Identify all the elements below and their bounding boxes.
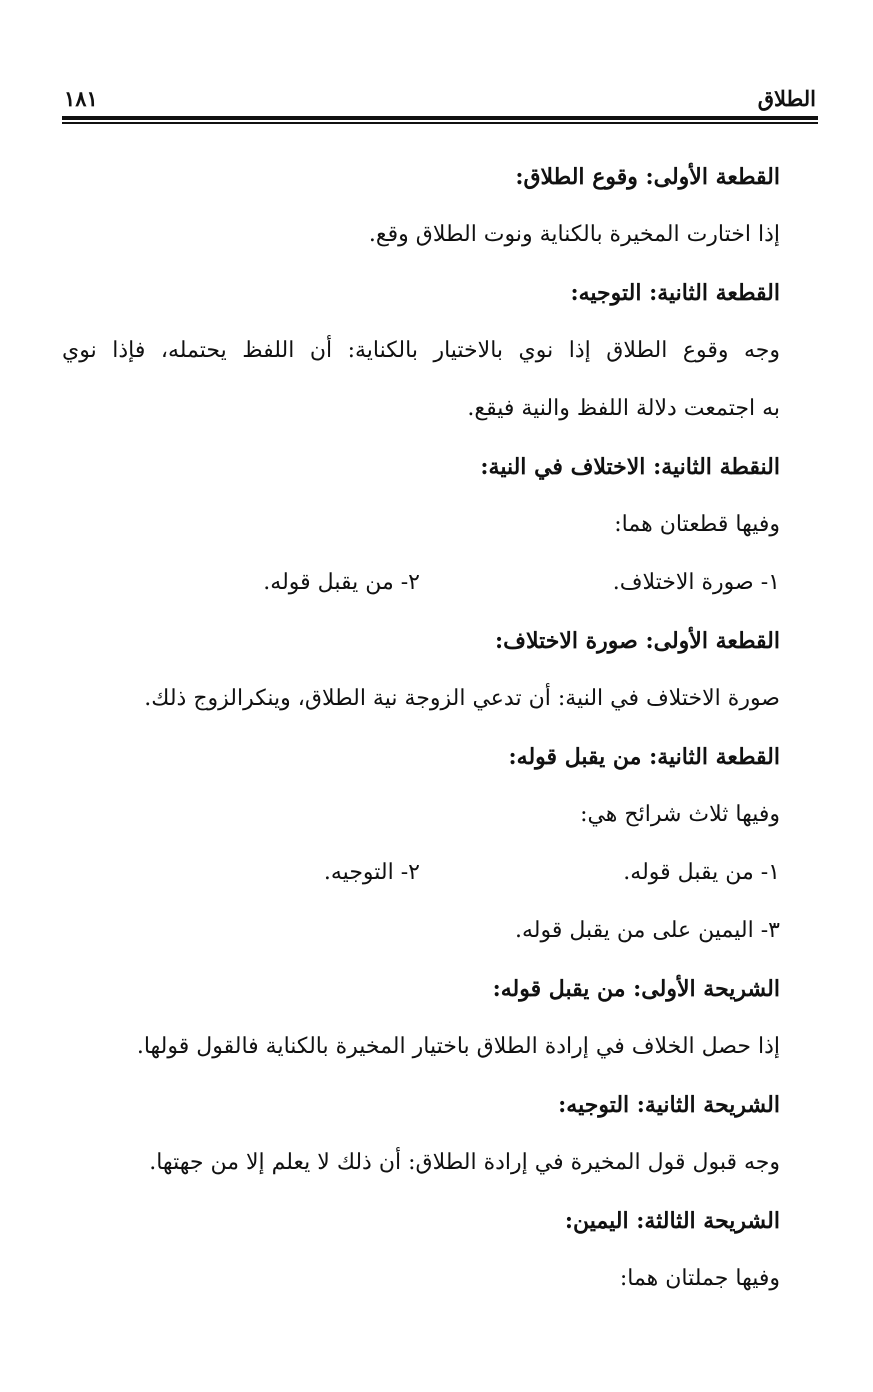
paragraph-line: وفيها قطعتان هما: <box>614 512 780 537</box>
page-header <box>62 80 818 116</box>
section-heading: الشريحة الثانية: التوجيه: <box>558 1092 780 1118</box>
page-body <box>62 148 780 1308</box>
section-heading: القطعة الأولى: صورة الاختلاف: <box>495 628 780 654</box>
paragraph-line: إذا اختارت المخيرة بالكناية ونوت الطلاق وقع. <box>368 222 780 247</box>
paragraph-line: وفيها جملتان هما: <box>619 1266 780 1291</box>
section-heading: القطعة الثانية: من يقبل قوله: <box>508 744 780 770</box>
section-heading: الشريحة الثالثة: اليمين: <box>564 1208 780 1234</box>
header-rule-thin <box>62 122 818 124</box>
page-number: ١٨١ <box>64 86 98 111</box>
section-heading: الشريحة الأولى: من يقبل قوله: <box>492 976 780 1002</box>
paragraph-line: وفيها ثلاث شرائح هي: <box>580 802 780 827</box>
list-item: ١- صورة الاختلاف. <box>612 570 780 595</box>
paragraph-line: إذا حصل الخلاف في إرادة الطلاق باختيار المخيرة بالكناية فالقول قولها. <box>136 1034 780 1059</box>
section-heading: القطعة الثانية: التوجيه: <box>570 280 780 306</box>
paragraph-line: وجه وقوع الطلاق إذا نوي بالاختيار بالكناية: أن اللفظ يحتمله، فإذا نوي <box>62 338 780 363</box>
header-rule <box>62 116 818 120</box>
paragraph-line: وجه قبول قول المخيرة في إرادة الطلاق: أن ذلك لا يعلم إلا من جهتها. <box>149 1150 780 1175</box>
running-title: الطلاق <box>757 86 816 111</box>
paragraph-line: به اجتمعت دلالة اللفظ والنية فيقع. <box>467 396 780 421</box>
numbered-list-row <box>62 844 780 902</box>
list-item: ٢- التوجيه. <box>323 860 420 885</box>
list-item: ٣- اليمين على من يقبل قوله. <box>515 918 780 943</box>
section-heading: النقطة الثانية: الاختلاف في النية: <box>480 454 780 480</box>
section-heading: القطعة الأولى: وقوع الطلاق: <box>515 164 780 190</box>
list-item: ١- من يقبل قوله. <box>623 860 780 885</box>
numbered-list-row <box>62 554 780 612</box>
paragraph-line: صورة الاختلاف في النية: أن تدعي الزوجة نية الطلاق، وينكرالزوج ذلك. <box>144 686 780 711</box>
list-item: ٢- من يقبل قوله. <box>263 570 420 595</box>
